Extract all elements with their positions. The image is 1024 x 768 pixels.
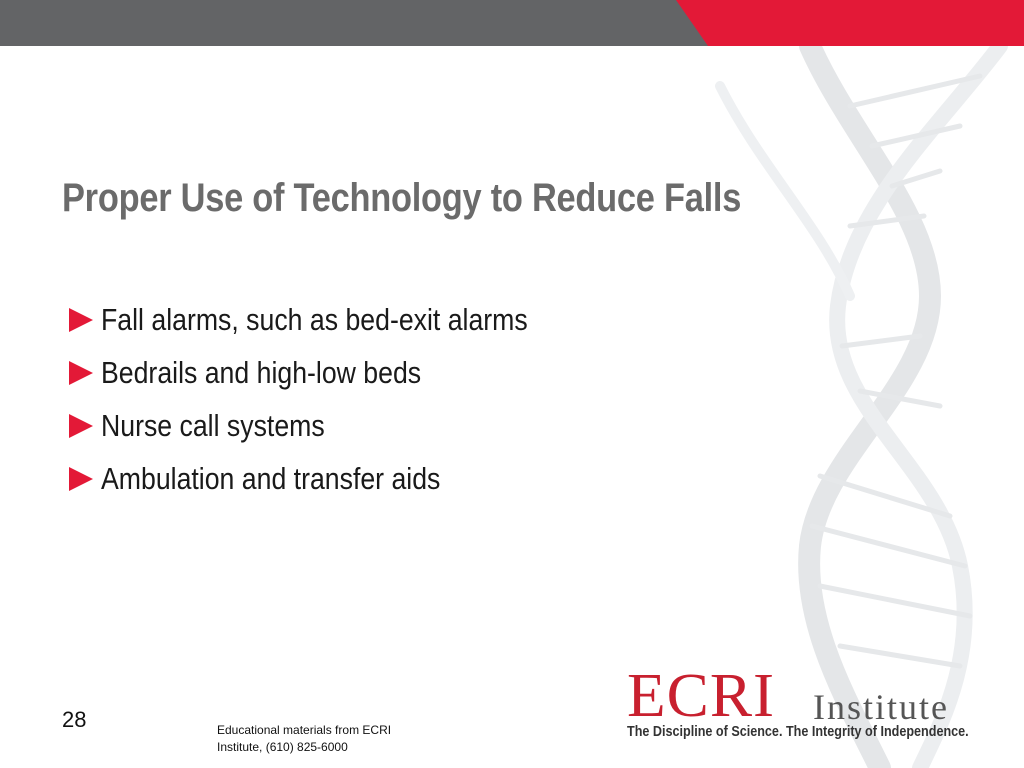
bullet-label: Bedrails and high-low beds [101,354,422,390]
bullet-list [66,293,597,505]
footer-credit-line: Institute, (610) 825-6000 [217,740,348,754]
banner-red-accent [676,0,1024,46]
triangle-right-icon [66,306,94,334]
logo-tagline: The Discipline of Science. The Integrity of Independence. [627,723,969,740]
footer-credit-line: Educational materials from ECRI [217,723,392,737]
footer-credit [217,722,447,756]
triangle-right-icon [66,412,94,440]
logo-institute-text: Institute [813,687,949,727]
bullet-label: Fall alarms, such as bed-exit alarms [101,301,528,337]
bullet-item [66,399,597,452]
slide-title: Proper Use of Technology to Reduce Falls [62,176,742,220]
bullet-label: Nurse call systems [101,407,325,443]
page-number: 28 [62,707,87,732]
ecri-institute-logo [627,662,999,745]
logo-brand-text: ECRI [627,662,776,730]
top-banner [0,0,1024,46]
bullet-item [66,452,597,505]
triangle-right-icon [66,359,94,387]
bullet-item [66,346,597,399]
triangle-right-icon [66,465,94,493]
dna-rung [820,586,970,616]
dna-rung [840,646,960,666]
bullet-label: Ambulation and transfer aids [101,460,441,496]
bullet-item [66,293,597,346]
